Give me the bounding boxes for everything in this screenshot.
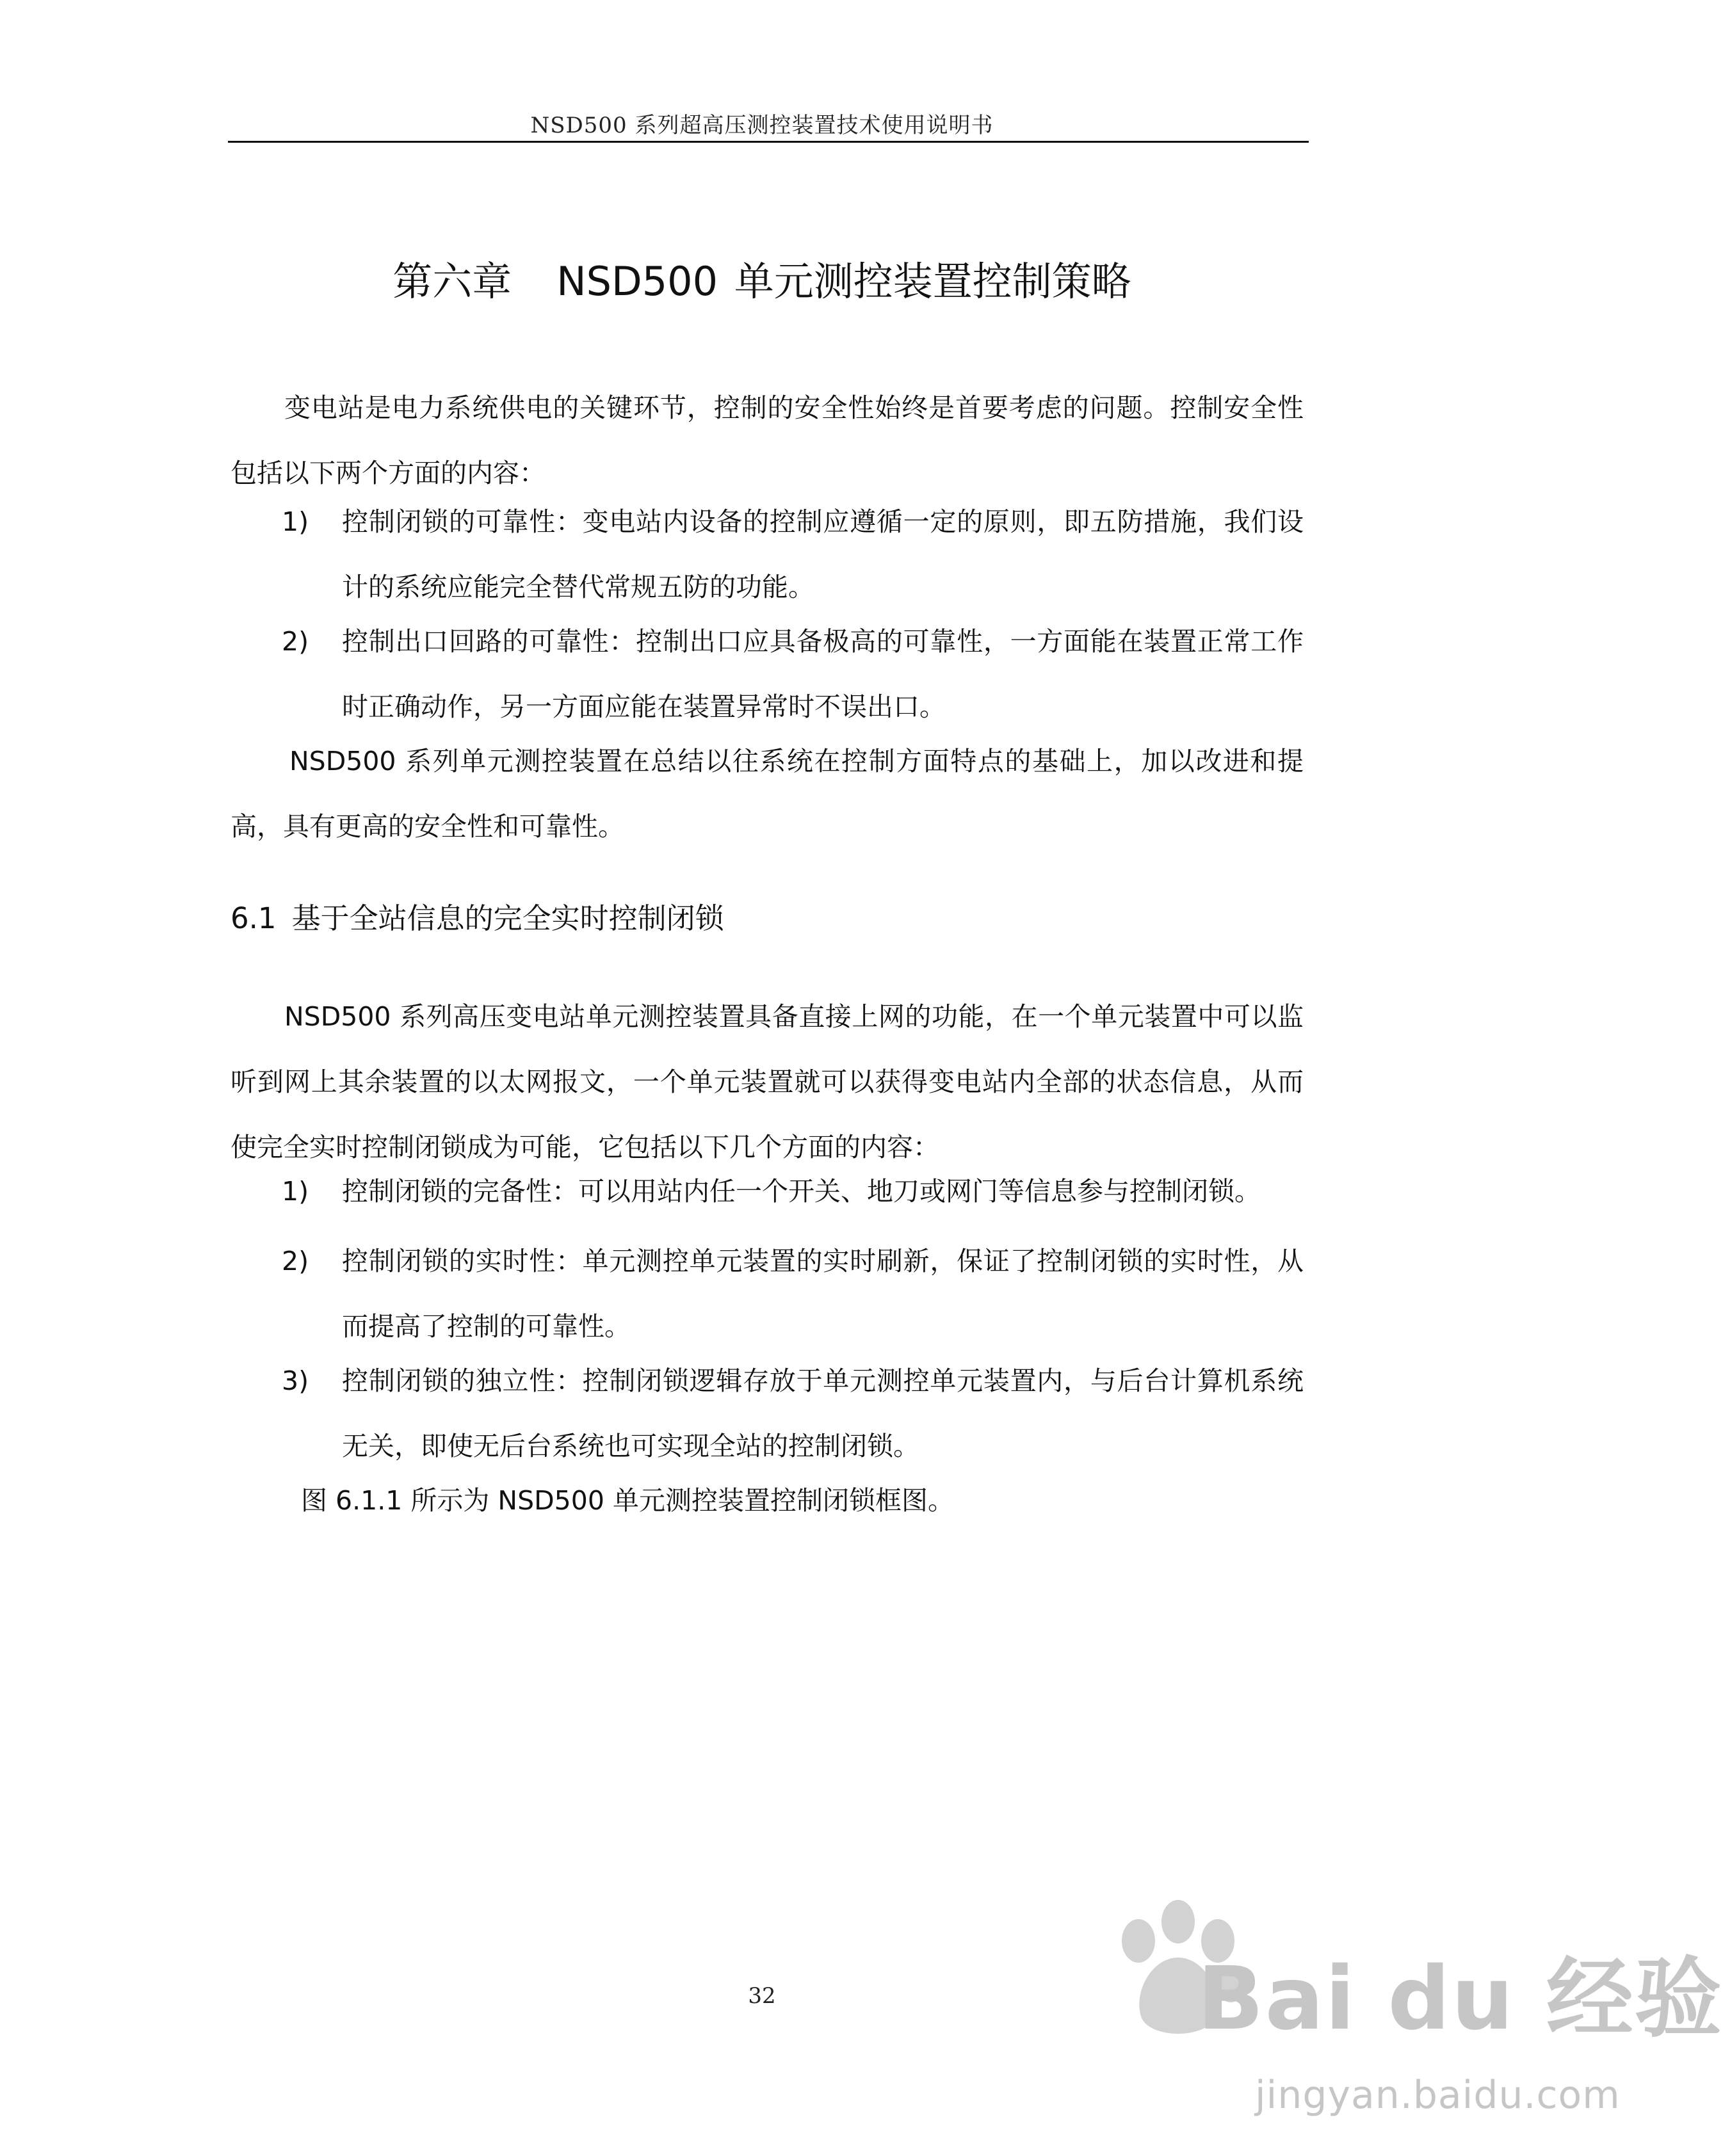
page-number: 32 — [748, 1983, 776, 2009]
list-number: 3) — [282, 1365, 309, 1396]
intro-closing-paragraph: NSD500 系列单元测控装置在总结以往系统在控制方面特点的基础上，加以改进和提高，具有更高的安全性和可靠性。 — [231, 746, 1304, 842]
running-header: NSD500 系列超高压测控装置技术使用说明书 — [530, 113, 994, 138]
header-rule — [228, 141, 1309, 143]
section-number: 6.1 — [231, 901, 277, 935]
chapter-name: NSD500 单元测控装置控制策略 — [556, 258, 1131, 305]
figure-reference: 图 6.1.1 所示为 NSD500 单元测控装置控制闭锁框图。 — [301, 1485, 954, 1516]
list-text: 控制闭锁的可靠性：变电站内设备的控制应遵循一定的原则，即五防措施，我们设计的系统应能完全替代常规五防的功能。 — [342, 506, 1304, 602]
list-text: 控制闭锁的完备性：可以用站内任一个开关、地刀或网门等信息参与控制闭锁。 — [342, 1176, 1261, 1207]
watermark-url: jingyan.baidu.com — [1255, 2073, 1621, 2118]
chapter-title — [0, 250, 1524, 307]
section-list-item — [282, 1348, 1304, 1479]
section-title: 基于全站信息的完全实时控制闭锁 — [291, 901, 724, 935]
list-text: 控制出口回路的可靠性：控制出口应具备极高的可靠性，一方面能在装置正常工作时正确动作，另一方面应能在装置异常时不误出口。 — [342, 626, 1304, 722]
list-number: 1) — [282, 506, 309, 537]
list-number: 1) — [282, 1176, 309, 1207]
list-number: 2) — [282, 1246, 309, 1276]
intro-list-item — [282, 609, 1304, 739]
list-text: 控制闭锁的实时性：单元测控单元装置的实时刷新，保证了控制闭锁的实时性，从而提高了控制的可靠性。 — [342, 1246, 1304, 1342]
list-number: 2) — [282, 626, 309, 657]
list-text: 控制闭锁的独立性：控制闭锁逻辑存放于单元测控单元装置内，与后台计算机系统无关，即使无后台系统也可实现全站的控制闭锁。 — [342, 1365, 1304, 1461]
section-heading — [231, 895, 724, 937]
section-list-item — [282, 1228, 1304, 1359]
chapter-label: 第六章 — [392, 258, 512, 305]
section-paragraph: NSD500 系列高压变电站单元测控装置具备直接上网的功能，在一个单元装置中可以监听到网上其余装置的以太网报文，一个单元装置就可以获得变电站内全部的状态信息，从而使完全实时控制闭锁成为可能，它包括以下几个方面的内容： — [231, 1001, 1304, 1162]
intro-list-item — [282, 489, 1304, 620]
watermark-brand: Bai du 经验 — [1197, 1949, 1723, 2050]
baidu-jingyan-watermark — [1082, 1882, 1723, 2138]
intro-paragraph: 变电站是电力系统供电的关键环节，控制的安全性始终是首要考虑的问题。控制安全性包括以下两个方面的内容： — [231, 392, 1304, 488]
section-list-item — [282, 1159, 1304, 1224]
